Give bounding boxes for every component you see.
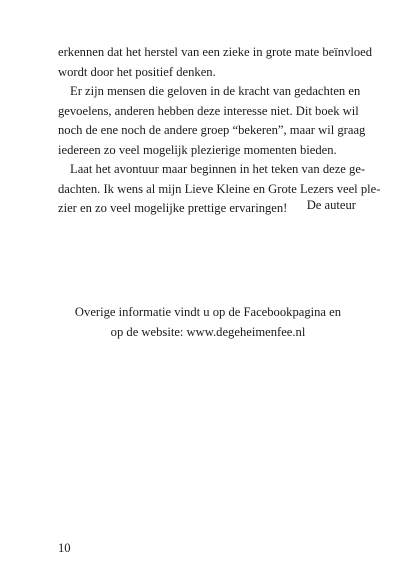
info-line: Overige informatie vindt u op de Facebookpagina en — [74, 305, 342, 319]
text-line: noch de ene noch de andere groep “bekeren”, maar wil graag — [58, 123, 366, 137]
body-text — [58, 43, 381, 219]
text-line: dachten. Ik wens al mijn Lieve Kleine en Grote Lezers veel ple- — [58, 181, 381, 196]
info-note — [58, 303, 358, 342]
text-line: erkennen dat het herstel van een zieke in grote mate beïnvloed — [58, 45, 373, 59]
text-line: iedereen zo veel mogelijk plezierige momenten bieden. — [58, 142, 337, 157]
text-line: Er zijn mensen die geloven in de kracht van gedachten en — [70, 84, 361, 98]
author-signature: De auteur — [306, 198, 356, 212]
text-line: zier en zo veel mogelijke prettige ervaringen! — [58, 201, 288, 215]
page-number: 10 — [58, 541, 71, 555]
info-line: op de website: www.degeheimenfee.nl — [110, 324, 306, 339]
text-line: wordt door het positief denken. — [58, 64, 216, 79]
paragraph-2 — [58, 82, 366, 160]
text-line: gevoelens, anderen hebben deze interesse niet. Dit boek wil — [58, 103, 359, 118]
text-line: Laat het avontuur maar beginnen in het teken van deze ge- — [70, 162, 366, 176]
paragraph-1 — [58, 43, 373, 82]
